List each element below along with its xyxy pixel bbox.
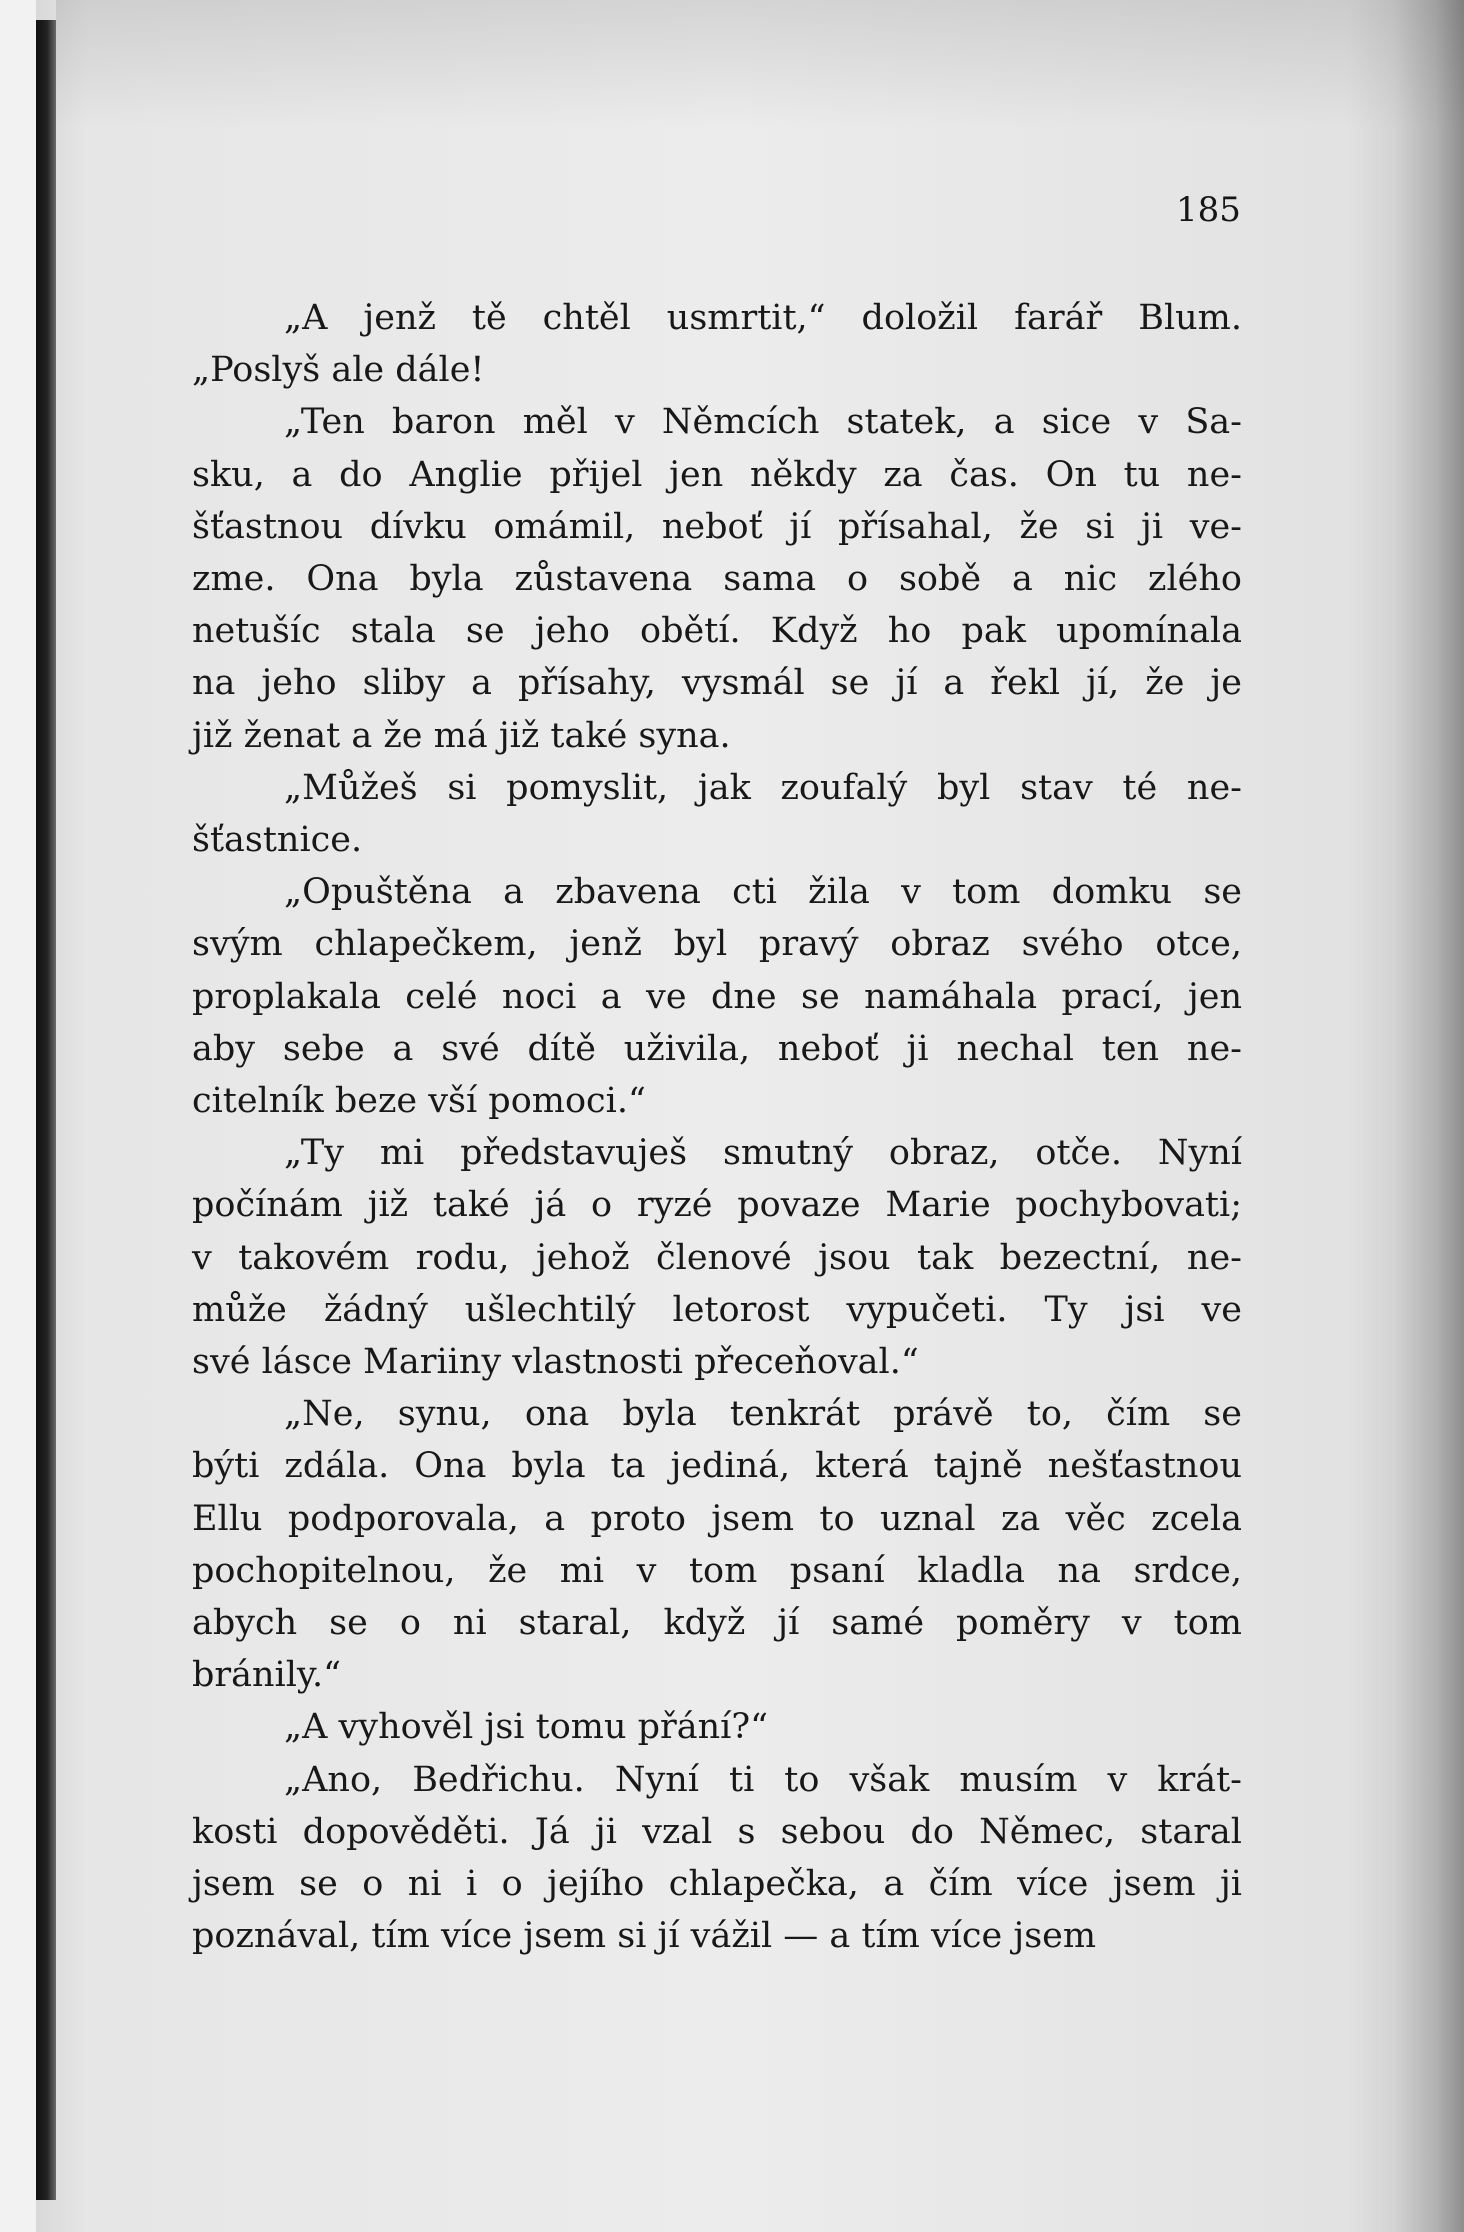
- page-shade-right: [1394, 0, 1464, 2232]
- text-line: Ellu podporovala, a proto jsem to uznal za věc zcela: [192, 1498, 1242, 1539]
- text-line: na jeho sliby a přísahy, vysmál se jí a řekl jí, že je: [192, 663, 1242, 704]
- text-line: poznával, tím více jsem si jí vážil — a tím více jsem: [192, 1916, 1097, 1957]
- text-line: v takovém rodu, jehož členové jsou tak bezectní, ne-: [192, 1237, 1242, 1278]
- page-margin-left: [0, 0, 36, 2232]
- paragraph: [192, 396, 1242, 761]
- paragraph: [192, 866, 1242, 1127]
- text-line: počínám již také já o ryzé povaze Marie pochybovati;: [192, 1185, 1242, 1226]
- text-line: proplakala celé noci a ve dne se namáhala prací, jen: [192, 976, 1242, 1017]
- text-line: své lásce Mariiny vlastnosti přeceňoval.“: [192, 1342, 919, 1383]
- paragraph: [192, 1754, 1242, 1963]
- text-line: pochopitelnou, že mi v tom psaní kladla na srdce,: [192, 1550, 1242, 1591]
- text-line: „Ne, synu, ona byla tenkrát právě to, čím se: [284, 1394, 1242, 1435]
- paragraph: [192, 1127, 1242, 1388]
- page-shade-top: [56, 0, 1464, 130]
- text-line: může žádný ušlechtilý letorost vypučeti. Ty jsi ve: [192, 1289, 1242, 1330]
- text-line: „Ten baron měl v Němcích statek, a sice v Sa-: [284, 402, 1242, 443]
- text-line: citelník beze vší pomoci.“: [192, 1081, 646, 1122]
- text-line: zme. Ona byla zůstavena sama o sobě a nic zlého: [192, 559, 1242, 600]
- paragraph: [192, 762, 1242, 866]
- page-number: 185: [1176, 190, 1241, 230]
- text-line: bránily.“: [192, 1655, 342, 1696]
- paragraph: [192, 1388, 1242, 1701]
- text-line: „Můžeš si pomyslit, jak zoufalý byl stav té ne-: [284, 767, 1242, 808]
- text-line: býti zdála. Ona byla ta jediná, která tajně nešťastnou: [192, 1446, 1242, 1487]
- text-line: netušíc stala se jeho obětí. Když ho pak upomínala: [192, 611, 1242, 652]
- text-line: aby sebe a své dítě uživila, neboť ji nechal ten ne-: [192, 1028, 1242, 1069]
- text-line: abych se o ni staral, když jí samé poměry v tom: [192, 1603, 1242, 1644]
- text-line: šťastnou dívku omámil, neboť jí přísahal, že si ji ve-: [192, 506, 1242, 547]
- text-line: jsem se o ni i o jejího chlapečka, a čím více jsem ji: [192, 1864, 1242, 1905]
- text-line: sku, a do Anglie přijel jen někdy za čas. On tu ne-: [192, 454, 1242, 495]
- text-line: šťastnice.: [192, 820, 363, 861]
- text-line: svým chlapečkem, jenž byl pravý obraz svého otce,: [192, 924, 1242, 965]
- text-line: „Opuštěna a zbavena cti žila v tom domku se: [284, 872, 1242, 913]
- book-gutter-shadow: [36, 20, 56, 2200]
- text-line: „Ano, Bedřichu. Nyní ti to však musím v krát-: [284, 1759, 1242, 1800]
- text-line: „A vyhověl jsi tomu přání?“: [284, 1707, 769, 1748]
- text-line: již ženat a že má již také syna.: [192, 715, 731, 756]
- body-text: [192, 292, 1242, 1963]
- paragraph: [192, 292, 1242, 396]
- text-line: „Ty mi představuješ smutný obraz, otče. Nyní: [284, 1133, 1242, 1174]
- text-line: „A jenž tě chtěl usmrtit,“ doložil farář Blum.: [284, 298, 1242, 338]
- text-line: „Poslyš ale dále!: [192, 350, 485, 391]
- text-line: kosti dopověděti. Já ji vzal s sebou do Němec, staral: [192, 1811, 1242, 1852]
- paragraph: [192, 1701, 1242, 1753]
